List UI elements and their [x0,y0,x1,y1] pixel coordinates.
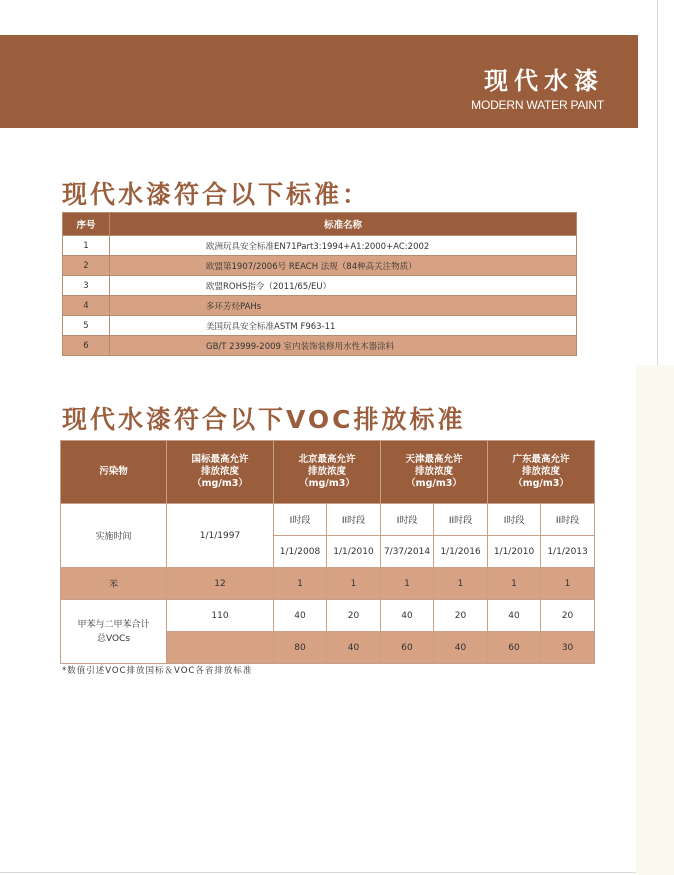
phase-date: 1/1/2008 [274,536,327,568]
row-name: 美国玩具安全标准ASTM F963-11 [110,316,577,336]
value-cell: 20 [434,600,488,632]
benzene-row [61,568,595,600]
value-cell: 80 [274,632,327,664]
row-no: 6 [63,336,110,356]
phase-cell: II时段 [541,504,595,536]
phase-cell: I时段 [381,504,434,536]
standards-heading: 现代水漆符合以下标准： [62,180,371,209]
header-line: （mg/m3） [513,478,569,489]
value-cell: 12 [167,568,274,600]
value-cell: 40 [327,632,381,664]
header-line: （mg/m3） [192,478,248,489]
value-cell: 1 [434,568,488,600]
table-row [63,316,577,336]
value-cell: 20 [327,600,381,632]
value-cell: 20 [541,600,595,632]
standards-table [62,212,577,356]
row-no: 4 [63,296,110,316]
value-cell: 60 [488,632,541,664]
implement-label: 实施时间 [61,504,167,568]
value-cell: 30 [541,632,595,664]
phase-cell: I时段 [488,504,541,536]
label-line: 总VOCs [96,633,131,644]
header-line: 排放浓度 [308,466,347,477]
table-row [63,296,577,316]
value-cell: 110 [167,600,274,632]
row-no: 5 [63,316,110,336]
phase-cell: II时段 [434,504,488,536]
row-name: GB/T 23999-2009 室内装饰装修用水性木器涂料 [110,336,577,356]
side-decoration [636,365,674,875]
header-guangdong [488,441,595,504]
value-cell [167,632,274,664]
header-national [167,441,274,504]
value-cell: 40 [274,600,327,632]
banner-subtitle: MODERN WATER PAINT [471,98,604,112]
value-cell: 1 [381,568,434,600]
header-line: 排放浓度 [200,466,239,477]
header-no: 序号 [63,213,110,236]
header-name: 标准名称 [110,213,577,236]
header-line: 国标最高允许 [191,454,249,465]
table-row [63,276,577,296]
table-row [63,256,577,276]
header-line: 广东最高允许 [512,454,570,465]
phase-date: 1/1/2016 [434,536,488,568]
value-cell: 1 [274,568,327,600]
header-pollutant: 污染物 [61,441,167,504]
header-line: 排放浓度 [522,466,561,477]
header-tianjin [381,441,488,504]
label-line: 甲苯与二甲苯合计 [77,619,150,630]
row-name: 多环芳烃PAHs [110,296,577,316]
value-cell: 40 [381,600,434,632]
header-line: 排放浓度 [415,466,454,477]
row-no: 2 [63,256,110,276]
phase-date: 1/1/2010 [327,536,381,568]
benzene-label: 苯 [61,568,167,600]
row-no: 1 [63,236,110,256]
value-cell: 40 [434,632,488,664]
row-no: 3 [63,276,110,296]
header-beijing [274,441,381,504]
toluene-row [61,600,595,632]
row-name: 欧盟ROHS指令（2011/65/EU） [110,276,577,296]
value-cell: 60 [381,632,434,664]
header-line: （mg/m3） [299,478,355,489]
footnote: *数值引述VOC排放国标＆VOC各省排放标准 [62,666,253,676]
row-name: 欧盟第1907/2006号 REACH 法规（84种高关注物质） [110,256,577,276]
value-cell: 1 [327,568,381,600]
phase-date: 1/1/2010 [488,536,541,568]
toluene-label [61,600,167,664]
header-line: 北京最高允许 [298,454,356,465]
voc-table [60,440,595,664]
phase-cell: I时段 [274,504,327,536]
header-line: 天津最高允许 [405,454,463,465]
row-name: 欧洲玩具安全标准EN71Part3:1994+A1:2000+AC:2002 [110,236,577,256]
header-banner [0,35,638,128]
phase-date: 1/1/2013 [541,536,595,568]
value-cell: 40 [488,600,541,632]
banner-title: 现代水漆 [484,67,604,95]
table-row [63,236,577,256]
table-row [63,336,577,356]
national-date: 1/1/1997 [167,504,274,568]
phase-date: 7/37/2014 [381,536,434,568]
header-line: （mg/m3） [406,478,462,489]
phase-cell: II时段 [327,504,381,536]
voc-heading: 现代水漆符合以下VOC排放标准 [62,405,466,434]
value-cell: 1 [541,568,595,600]
value-cell: 1 [488,568,541,600]
